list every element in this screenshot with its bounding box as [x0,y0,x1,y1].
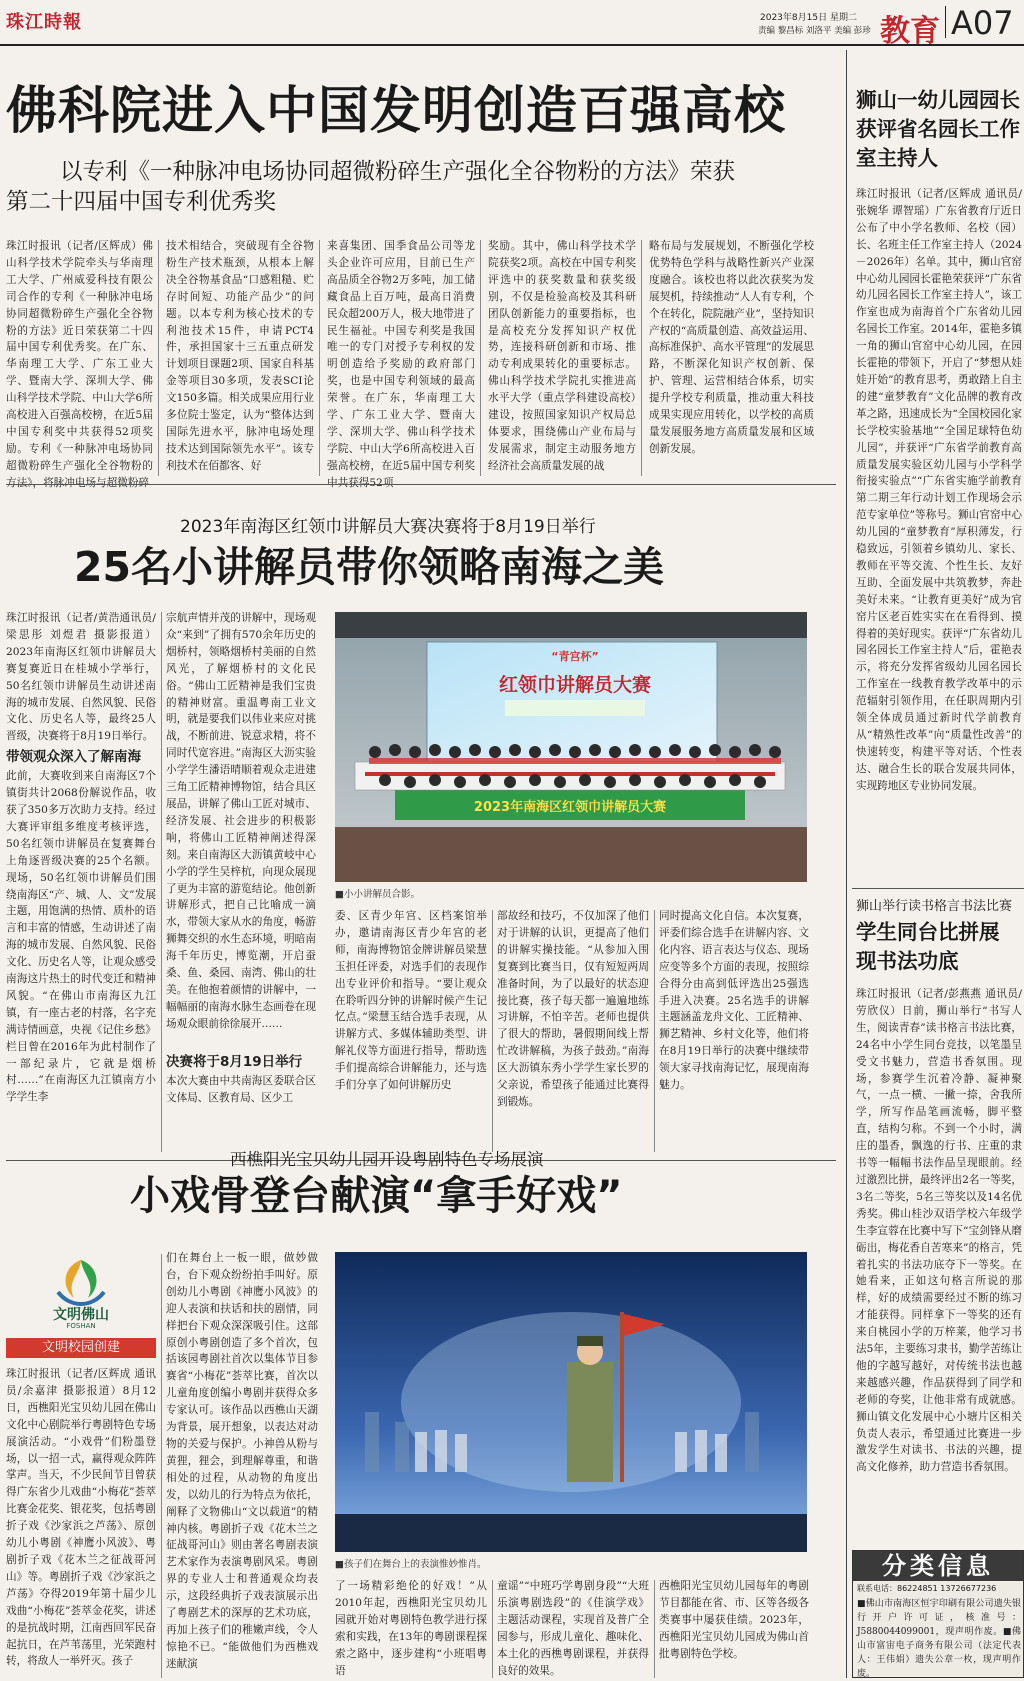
col-divider [492,910,493,1152]
sidebar-rule [852,888,1024,889]
logo-tag: 文明校园创建 [6,1338,156,1358]
article2-headline: 25名小讲解员带你领略南海之美 [74,543,665,591]
article3-col5: 西樵阳光宝贝幼儿园每年的粤剧节目都能在省、市、区等各级各类赛事中屡获佳绩。2023年，西樵阳光宝贝幼儿园成为佛山首批粤剧特色学校。 [659,1580,809,1660]
classified-phone: 联系电话：86224851 13726677236 [857,1584,997,1593]
article1-subheadline-1: 以专利《一种脉冲电场协同超微粉碎生产强化全谷物粉的方法》荣获 [60,159,736,185]
photo-banner: 2023年南海区红领巾讲解员大赛 [473,800,667,815]
photo-caption: ■小小讲解员合影。 [335,889,420,900]
article3-col3: 了一场精彩绝伦的好戏！”从2010年起，西樵阳光宝贝幼儿园就开始对粤剧特色教学进行探索和实践，在13年的粤剧课程探索之路中，逐步建构“小班唱粤语 [335,1580,487,1677]
article2-intro: 珠江时报讯（记者/黄浩通讯员/梁思彤 刘煜君 摄影报道）2023年南海区红领巾讲解员大赛复赛近日在桂城小学举行，50名红领巾讲解员生动讲述南海的城市发展、自然风貌、民俗文化、历史名人等，最终25人晋级，决赛将于8月19日举行。 [6,612,156,743]
col-divider [161,612,162,1152]
section-rule [6,484,836,485]
newspaper-logo: 珠江時報 [6,12,82,33]
col-divider [654,910,655,1152]
article1-col2: 技术相结合，突破现有全谷物粉生产技术瓶颈，从根本上解决全谷物基食品“口感粗糙、贮存时间短、功能产品少”的问题。以本专利为核心技术的专利池技术15件，申请PCT4件，承担国家十三五重点研发计划项目课题2项、国家自科基金等项目30多项，发表SCI论文150多篇。相关成果应用行业多位院士鉴定，认为“整体达到国际先进水平，脉冲电场处理技术达到国际领先水平”。该专利技术在佰都客、好 [166,240,314,472]
col-divider [492,1580,493,1678]
sidebar2-kicker: 狮山举行读书格言书法比赛 [856,899,1013,914]
article1-col5: 略布局与发展规划，不断强化学校优势特色学科与战略性新兴产业深度融合。该校也将以此次获奖为发展契机，持续推动“人人有专利，个个在转化，院院融产业”，坚持知识产权的“高质量创造、高效益运用、高标准保护、高水平管理”的发展思路，不断深化知识产权创新、保护、管理、运营相结合体系，切实提升学校专利质量，推动重大科技成果实现应用转化，以学校的高质量发展服务地方高质量发展和区域创新发展。 [649,240,814,455]
article1-col1: 珠江时报讯（记者/区辉成）佛山科学技术学院牵头与华南理工大学、广州威爱科技有限公司合作的专利《一种脉冲电场协同超微粉碎生产强化全谷物粉的方法》近日荣获第二十四届中国专利优秀奖。在广东、华南理工大学、广东工业大学、暨南大学、深圳大学、佛山科学技术学院、中山大学6所高校进入百强高校榜，在近5届中国专利奖中共获得52项奖励。专利《一种脉冲电场协同超微粉碎生产强化全谷物粉的方法》，将脉冲电场与超微粉碎 [6,240,153,489]
photo-screen-cup: “青宫杯” [551,650,599,663]
col-divider [319,240,320,476]
opera-photo-image [335,1252,807,1552]
opera-photo-caption: ■孩子们在舞台上的表演惟妙惟肖。 [335,1559,487,1570]
sidebar1-body: 珠江时报讯（记者/区辉成 通讯员/张婉华 谭智瑶）广东省教育厅近日公布了中小学名教师、名校（园）长、名班主任工作室主持人（2024－2026年）名单。其中，狮山官窑中心幼儿园园长霍艳荣获评“广东省幼儿园名园长工作室主持人”，该工作室也成为南海首个广东省幼儿园名园长工作室。2014年，霍艳多镇一角的狮山官窑中心幼儿园，在园长霍艳的带领下，开启了“梦想从娃娃开始”的教育思考，勇敢踏上自主的建“童梦教育”文化品牌的教育改革之路，迅速成长为“全国校园化家长学校实验基地”“全国足球特色幼儿园”，并获评“广东省学前教育高质量发展实验区幼儿园与小学科学衔接实验点”“广东省实施学前教育第二期三年行动计划工作现场会示范专家单位”等称号。狮山官窑中心幼儿园的“童梦教育”厚积薄发，行稳致远，引领着乡镇幼儿、家长、教师在平等交流、个性生长、友好互助、全面发展中共筑教梦，奔赴美好未来。“让教育更美好”成为官窑片区老百姓实实在在看得到、摸得着的美好现实。获评“广东省幼儿园名园长工作室主持人”后，霍艳表示，将充分发挥省级幼儿园名园长工作室在一线教育教学改革中的示范辐射引领作用，在任职周期内引领全体成员通过新时代学前教育从“精熟性改革”向“质量性改善”的快速转变，构建平等对话、个性表达、融合生长的联合发展共同体，实现跨地区专业协同发展。 [856,188,1022,792]
article2-col2-body: 宗航声情并茂的讲解中，现场观众“来到”了拥有570余年历史的烟桥村，领略烟桥村美丽的自然风光，了解烟桥村的文化民俗。“佛山工匠精神是我们宝贵的精神财富。重温粤南工业文明，就是要我们以伟业来应对挑战，不断前进、锐意求精，将不同时代宽容进。”南海区大沥实验小学学生潘语晴顺着观众走进建三角工匠精神博物馆，结合具区展品，讲解了佛山工匠对城市、经济发展、社会进步的积极影响，将佛山工匠精神阐述得深刻。来自南海区大沥镇黄岐中心小学的学生吴梓杭，向现众展现了更为丰富的游览结论。他创新讲解形式，把自己比喻成一滴水，带领大家从水的角度，畅游狮舞交织的水生态环境，明暗南海千年历史，博览潮，开启蚕桑、鱼、桑园、南湾、佛山的壮美。在他抱着颜情的讲解中，一幅幅丽的南海水脉生态画卷在现场观众眼前徐徐展开…… [166,612,316,1030]
sidebar1-headline: 狮山一幼儿园园长获评省名园长工作室主持人 [856,88,1020,170]
opera-photo [335,1252,807,1552]
sidebar2-headline: 学生同台比拼展现书法功底 [856,920,1000,973]
page-number: A07 [951,4,1014,42]
logo-name: 文明佛山 [53,1307,109,1323]
logo-en: FOSHAN [66,1322,96,1330]
article2-col2 [166,610,316,1155]
article2-col4: 部故经和技巧，不仅加深了他们对于讲解的认识，更提高了他们的讲解实操技能。“从参加入围复赛到比赛当日，仅有短短两周准备时间，为了以最好的状态迎接比赛，孩子每天都一遍遍地练习讲解，不怕辛苦。老师也提供了很大的帮助，暑假期间线上帮忙改讲解稿，为孩子鼓劲。”南海区大沥镇东秀小学学生家长罗的父亲说，希望孩子能通过比赛得到锻炼。 [497,910,649,1108]
article1-col4: 奖励。其中，佛山科学技术学院获奖2项。高校在中国专利奖评选中的获奖数量和获奖级别，不仅是检验高校及其科研团队创新能力的重要指标，也是高校充分发挥知识产权优势，连接科研创新和市场、推动专利成果转化的重要标志。佛山科学技术学院扎实推进高水平大学（重点学科建设高校）建设，按照国家知识产权局总体要求，围绕佛山产业布局与发展需求，制定主动服务地方经济社会高质量发展的战 [488,240,636,472]
article2-subheading-1: 带领观众深入了解南海 [6,749,141,766]
col-divider [161,1254,162,1678]
classified-box [852,1550,1024,1678]
article2-col5: 同时提高文化自信。本次复赛，评委们综合选手在讲解内容、文化内容、语言表达与仪态、现场应变等多个方面的表现，按照综合得分由高到低评选出25强选手进入决赛。25名选手的讲解主题涵盖龙舟文化、工匠精神、狮艺精神、乡村文化等，他们将在8月19日举行的决赛中继续带领大家寻找南海记忆，展现南海魅力。 [659,910,809,1092]
masthead-rule [0,44,1024,46]
article2-col2-end: 本次大赛由中共南海区委联合区文体局、区教育局、区少工 [166,1074,316,1104]
photo-screen-title: 红领巾讲解员大赛 [498,674,651,696]
article3-col4: 童谣”“中班巧学粤剧身段”“大班乐演粤剧选段”的《佳演学戏》主题活动课程，实现首及普广全园参与，形成儿童化、趣味化、本土化的西樵粤剧课程，并获得良好的效果。 [497,1580,649,1677]
date-line: 2023年8月15日 星期二 [760,13,857,23]
sidebar-divider [846,50,847,1678]
col-divider [480,240,481,476]
classified-body: ■佛山市南海区恒宇印刷有限公司遗失银行开户许可证，核准号：J5880044099001，现声明作废。■佛山市富宙电子商务有限公司（法定代表人：王伟娟）遗失公章一枚，现声明作废。 [857,1599,1021,1679]
article1-headline: 佛科院进入中国发明创造百强高校 [6,82,787,141]
article2-kicker: 2023年南海区红领巾讲解员大赛决赛将于8月19日举行 [180,517,596,537]
col-divider [654,1580,655,1678]
article2-col1-body: 此前，大赛收到来自南海区7个镇街共计2068份解说作品，收获了350多万次助力支持。经过大赛评审组多维度考核评选，50名红领巾讲解员在复赛舞台上角逐晋级决赛的25个名额。现场，50名红领巾讲解员们围绕南海区“产、城、人、文”发展主题，用饱满的热情、质朴的语言和丰富的情感，生动讲述了南海的城市发展、自然风貌、民俗文化、历史名人等，让观众感受南海这片热土的时代变迁和精神风貌。“在佛山市南海区九江镇，有一座古老的村落，名字充满诗情画意，央视《记住乡愁》栏目曾在2016年为此村制作了一部纪录片，它就是烟桥村……”在南海区九江镇南方小学学生李 [6,770,156,1104]
article3-col1: 珠江时报讯（记者/区辉成 通讯员/余嘉津 摄影报道）8月12日，西樵阳光宝贝幼儿园在佛山文化中心剧院举行粤剧特色专场展演活动。“小戏骨”们粉墨登场，以一招一式，赢得观众阵阵掌声。当天，不少民间节目曾获得广东省少儿戏曲“小梅花”荟萃比赛金花奖、银花奖，包括粤剧折子戏《沙家浜之芦荡》、原创幼儿小粤剧《神鹰小风波》、粤剧折子戏《花木兰之征战哥河山》等。粤剧折子戏《沙家浜之芦荡》夺得2019年第十届少儿戏曲“小梅花”荟萃金花奖，讲述的是抗战时期，江南西回军民奋起抗日，在芦苇荡里，光荣跑村转，将敌人一举歼灭。孩子 [6,1368,156,1668]
article2-subheading-2: 决赛将于8月19日举行 [166,1054,303,1070]
section-label: 教育 [880,14,940,49]
article2-col3: 委、区青少年宫、区档案馆举办，邀请南海区青少年宫的老师，南海博物馆金牌讲解员梁慧玉担任评委，对选手们的表现作出专业评价和指导。“要让观众在聆听四分钟的讲解时候产生记忆点。”梁慧玉结合选手表现，从讲解方式、多媒体辅助类型、讲解礼仪等方面进行指导，帮助选手们提高综合讲解能力，还与选手们分享了如何讲解历史 [335,910,487,1092]
article3-headline: 小戏骨登台献演“拿手好戏” [130,1173,623,1219]
article3-kicker: 西樵阳光宝贝幼儿园开设粤剧特色专场展演 [230,1150,544,1169]
article2-col1 [6,610,156,1155]
masthead [0,0,1024,49]
col-divider [158,240,159,476]
sidebar2-body: 珠江时报讯（记者/彭燕燕 通讯员/劳欣仪）日前，狮山举行“书写人生，阅读青春”读书格言书法比赛，24名中小学生同台竞技，以笔墨呈受文书魅力，营造书香氛围。现场，参赛学生沉着冷静、凝神聚气，一点一横、一撇一捺，舍我所学，所写作品笔画流畅，脚平整直，结构匀称。不到一个小时，满庄的墨香，飘逸的行书、庄重的隶书等一幅幅书法作品呈现眼前。经过激烈比拼，最终评出2名一等奖，3名二等奖，5名三等奖以及14名优秀奖。佛山桂沙双语学校六年级学生李宣蓉在比赛中写下“宝剑锋从磨砺出，梅花香自苦寒来”的格言，凭着扎实的书法功底夺下一等奖。在她看来，正如这句格言所说的那样，好的成绩需要经过不断的练习才能获得。同样拿下一等奖的还有来自桃园小学的万梓莱，他学习书法5年，主要练习隶书，勤学苦练让他的字越写越好，对传统书法也越来越感兴趣，作品获得到了同学和老师的夸奖，让他非常有成就感。狮山镇文化发展中心小塘片区相关负责人表示，希望通过比赛进一步激发学生对读书、书法的兴趣，提高文化修养，助力营造书香氛围。 [856,988,1022,1474]
article1-subheadline-2: 第二十四届中国专利优秀奖 [6,189,277,215]
editors-line: 责编 黎昌标 刘洛平 美编 彭珍 [758,26,871,36]
section-divider [945,6,946,38]
classified-title: 分类信息 [853,1551,1023,1581]
article1-col3: 来喜集团、国季食品公司等龙头企业许可应用，目前已生产高品质全谷物2万多吨，加工储藏食品上百万吨，最高日消费民众超200万人，极大地带进了民生福祉。中国专利奖是我国唯一的专门对授予专利权的发明创造给予奖励的政府部门奖，也是中国专利领域的最高荣誉。在广东，华南理工大学、广东工业大学、暨南大学、深圳大学、佛山科学技术学院、中山大学6所高校进入百强高校榜，在近5届中国专利奖中共获得52项 [327,240,475,489]
wenming-foshan-logo [6,1252,156,1360]
article3-col2: 们在舞台上一板一眼，做妙做台，台下观众纷纷拍手叫好。原创幼儿小粤剧《神鹰小风波》的迎人表演和扶话和扶的剧情，同样把台下观众深深吸引住。这部原创小粤剧创造了多个首次，包括该园粤剧社首次以集体节目参赛省“小梅花”荟萃比赛，首次以儿童角度创编小粤剧并获得众多专家认可。该作品以西樵山天湖为背景，展开想象，以表达对动物的关爱与保护。小神兽从粉与黄狸，狸会，到理解尊重，和谐相处的过程，从动物的角度出发，以幼儿的行为特点为依托，阐释了文物佛山“文以载道”的精神内核。粤剧折子戏《花木兰之征战哥河山》则由著名粤剧表演艺术家作为表演粤剧风采。粤剧界的专业人士和普通观众均表示，这段经典折子戏表演展示出了粤剧艺术的深厚的艺术功底，再加上孩子们的稚嫩声线，令人惊艳不已。“能做他们为西樵戏迷献演 [166,1252,318,1670]
col-divider [641,240,642,476]
group-photo [335,612,807,882]
